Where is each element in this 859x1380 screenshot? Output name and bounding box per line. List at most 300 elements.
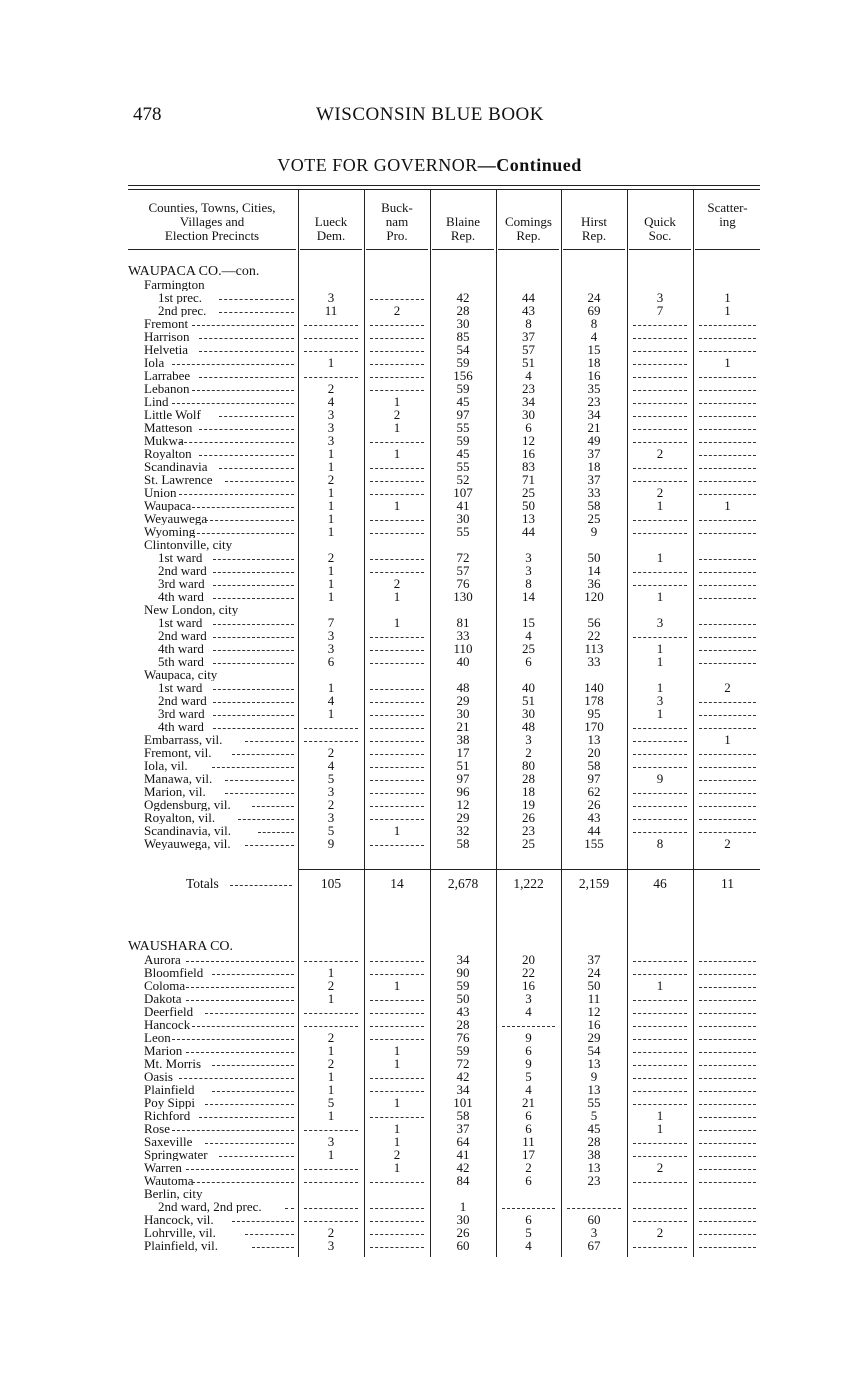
vote-count: 1 <box>327 589 335 604</box>
column-header-line: Election Precincts <box>164 228 260 243</box>
column-header-rule <box>695 249 760 250</box>
empty-cell-dash <box>304 351 358 352</box>
vote-count: 1 <box>393 823 401 838</box>
empty-cell-dash <box>633 377 687 378</box>
vote-count: 3 <box>327 407 335 422</box>
vote-count: 1 <box>393 589 401 604</box>
empty-cell-dash <box>633 1078 687 1079</box>
empty-cell-dash <box>699 468 756 469</box>
vote-count: 156 <box>453 368 473 383</box>
empty-cell-dash <box>699 974 756 975</box>
table-row <box>128 629 760 642</box>
table-row <box>128 317 760 330</box>
table-row <box>128 408 760 421</box>
vote-count: 1 <box>656 706 664 721</box>
precinct-name: 4th ward <box>158 642 204 655</box>
vote-count: 1 <box>393 1121 401 1136</box>
empty-cell-dash <box>370 793 424 794</box>
vote-count: 60 <box>587 1212 601 1227</box>
vote-count: 33 <box>587 654 601 669</box>
leader-dots <box>179 494 294 495</box>
vote-count: 40 <box>456 654 470 669</box>
vote-count: 3 <box>327 784 335 799</box>
vote-count: 30 <box>522 706 535 721</box>
vote-count: 85 <box>456 329 470 344</box>
vote-count: 13 <box>587 1082 601 1097</box>
empty-cell-dash <box>370 1039 424 1040</box>
empty-cell-dash <box>304 1208 358 1209</box>
table-row <box>128 512 760 525</box>
vote-count: 2 <box>327 1056 335 1071</box>
column-header-line <box>629 201 691 215</box>
precinct-name: 3rd ward <box>158 707 205 720</box>
column-header-line: Lueck <box>314 214 348 229</box>
vote-count: 1 <box>656 498 664 513</box>
empty-cell-dash <box>304 338 358 339</box>
empty-cell-dash <box>304 1182 358 1183</box>
column-header-line <box>432 201 494 215</box>
leader-dots <box>199 455 294 456</box>
empty-cell-dash <box>633 351 687 352</box>
leader-dots <box>213 702 294 703</box>
vote-count: 3 <box>525 991 532 1006</box>
vote-count: 40 <box>522 680 535 695</box>
vote-count: 24 <box>587 965 601 980</box>
vote-count: 6 <box>525 1173 532 1188</box>
vote-count: 9 <box>525 1030 532 1045</box>
column-header-rule <box>629 249 691 250</box>
leader-dots <box>213 624 294 625</box>
column-header <box>300 201 362 243</box>
table-row <box>128 707 760 720</box>
precinct-name: Mukwa <box>144 434 184 447</box>
vote-count: 33 <box>456 628 470 643</box>
empty-cell-dash <box>370 715 424 716</box>
empty-cell-dash <box>304 325 358 326</box>
empty-cell-dash <box>633 325 687 326</box>
vote-count: 113 <box>584 641 604 656</box>
vote-count: 59 <box>456 381 470 396</box>
vote-count: 55 <box>456 524 470 539</box>
column-header-line: Quick <box>644 214 676 229</box>
empty-cell-dash <box>370 780 424 781</box>
vote-count: 1 <box>327 511 335 526</box>
county-name: WAUSHARA CO. <box>128 940 234 953</box>
table-row <box>128 953 760 966</box>
table-row <box>128 668 760 681</box>
precinct-name: 1st ward <box>158 681 203 694</box>
column-header-line <box>300 201 362 215</box>
table-row <box>128 1174 760 1187</box>
precinct-name: Little Wolf <box>144 408 201 421</box>
table-top-rule-2 <box>128 189 760 190</box>
empty-cell-dash <box>370 728 424 729</box>
precinct-name: Union <box>144 486 177 499</box>
vote-count: 80 <box>522 758 535 773</box>
empty-cell-dash <box>699 663 756 664</box>
vote-count: 55 <box>456 420 470 435</box>
vote-count: 18 <box>587 355 601 370</box>
leader-dots <box>186 1000 294 1001</box>
vote-count: 1 <box>724 498 731 513</box>
precinct-name: Helvetia <box>144 343 189 356</box>
vote-count: 64 <box>456 1134 470 1149</box>
leader-dots <box>199 429 294 430</box>
empty-cell-dash <box>370 299 424 300</box>
precinct-name: Wyoming <box>144 525 196 538</box>
table-row <box>128 811 760 824</box>
book-title: WISCONSIN BLUE BOOK <box>316 104 544 125</box>
empty-cell-dash <box>699 559 756 560</box>
empty-cell-dash <box>370 494 424 495</box>
empty-cell-dash <box>304 1169 358 1170</box>
leader-dots <box>213 728 294 729</box>
empty-cell-dash <box>633 572 687 573</box>
table-row <box>128 395 760 408</box>
vote-count: 42 <box>456 1160 470 1175</box>
vote-count: 48 <box>522 719 535 734</box>
vote-count: 5 <box>590 1108 598 1123</box>
empty-cell-dash <box>633 637 687 638</box>
vote-count: 1 <box>393 1056 401 1071</box>
empty-cell-dash <box>699 702 756 703</box>
table-row <box>128 356 760 369</box>
vote-count: 30 <box>456 316 470 331</box>
vote-count: 43 <box>522 303 535 318</box>
leader-dots <box>179 442 294 443</box>
empty-cell-dash <box>633 468 687 469</box>
vote-count: 1 <box>327 485 335 500</box>
vote-count: 6 <box>327 654 335 669</box>
county-heading <box>128 265 760 278</box>
vote-count: 23 <box>522 381 535 396</box>
column-header-line: nam <box>385 214 409 229</box>
totals-row <box>128 877 760 890</box>
precinct-name: 4th ward <box>158 590 204 603</box>
vote-count: 2 <box>327 1030 335 1045</box>
table-row <box>128 343 760 356</box>
precinct-name: 4th ward <box>158 720 204 733</box>
vote-count: 25 <box>587 511 601 526</box>
table-row <box>128 720 760 733</box>
vote-count: 44 <box>522 524 535 539</box>
vote-count: 37 <box>522 329 535 344</box>
vote-count: 1 <box>327 706 335 721</box>
county-name: WAUPACA CO.—con. <box>128 265 260 278</box>
leader-dots <box>186 1052 294 1053</box>
column-header <box>128 201 296 243</box>
empty-cell-dash <box>699 1091 756 1092</box>
empty-cell-dash <box>633 1208 687 1209</box>
precinct-name: Lind <box>144 395 169 408</box>
empty-cell-dash <box>699 650 756 651</box>
vote-count: 1 <box>327 498 335 513</box>
empty-cell-dash <box>370 1000 424 1001</box>
vote-count: 6 <box>525 1043 532 1058</box>
vote-count: 36 <box>587 576 601 591</box>
vote-count: 13 <box>522 511 535 526</box>
table-row <box>128 538 760 551</box>
empty-cell-dash <box>370 1078 424 1079</box>
leader-dots <box>192 507 294 508</box>
vote-count: 55 <box>456 459 470 474</box>
empty-cell-dash <box>370 481 424 482</box>
table-row <box>128 1096 760 1109</box>
precinct-name: Marion, vil. <box>144 785 206 798</box>
empty-cell-dash <box>699 624 756 625</box>
table-row <box>128 447 760 460</box>
vote-count: 130 <box>453 589 473 604</box>
leader-dots <box>225 780 294 781</box>
vote-count: 25 <box>522 485 535 500</box>
vote-count: 1 <box>393 498 401 513</box>
precinct-name: Iola <box>144 356 165 369</box>
empty-cell-dash <box>370 845 424 846</box>
table-row <box>128 1018 760 1031</box>
vote-count: 16 <box>587 368 601 383</box>
empty-cell-dash <box>370 1247 424 1248</box>
precinct-name: Scandinavia, vil. <box>144 824 232 837</box>
vote-count: 2 <box>327 745 335 760</box>
leader-dots <box>172 1130 294 1131</box>
vote-count: 7 <box>327 615 335 630</box>
empty-cell-dash <box>699 1078 756 1079</box>
leader-dots <box>213 598 294 599</box>
vote-count: 2 <box>525 1160 532 1175</box>
precinct-name: Wautoma <box>144 1174 194 1187</box>
vote-count: 1 <box>656 641 664 656</box>
leader-dots <box>199 351 294 352</box>
column-header <box>695 201 760 243</box>
vote-count: 6 <box>525 1121 532 1136</box>
vote-count: 1 <box>327 965 335 980</box>
table-row <box>128 616 760 629</box>
empty-cell-dash <box>304 1026 358 1027</box>
vote-count: 1 <box>393 615 401 630</box>
vote-count: 1 <box>393 1134 401 1149</box>
table-title <box>0 155 859 176</box>
empty-cell-dash <box>699 806 756 807</box>
vote-count: 81 <box>456 615 470 630</box>
empty-cell-dash <box>699 1039 756 1040</box>
vote-count: 1 <box>327 524 335 539</box>
empty-cell-dash <box>633 1091 687 1092</box>
leader-dots <box>219 1156 294 1157</box>
vote-count: 3 <box>525 563 532 578</box>
vote-count: 2 <box>724 680 731 695</box>
vote-count: 38 <box>456 732 470 747</box>
empty-cell-dash <box>633 429 687 430</box>
vote-count: 3 <box>656 615 664 630</box>
vote-count: 1 <box>724 732 731 747</box>
empty-cell-dash <box>370 442 424 443</box>
empty-cell-dash <box>370 338 424 339</box>
leader-dots <box>192 390 294 391</box>
leader-dots <box>225 481 294 482</box>
vote-count: 1 <box>393 1160 401 1175</box>
precinct-name: 1st ward <box>158 551 203 564</box>
vote-count: 4 <box>327 693 335 708</box>
precinct-name: Fremont, vil. <box>144 746 212 759</box>
table-top-rule <box>128 185 760 186</box>
vote-count: 57 <box>456 563 470 578</box>
vote-count: 3 <box>656 290 664 305</box>
empty-cell-dash <box>699 416 756 417</box>
vote-count: 67 <box>587 1238 601 1253</box>
table-row <box>128 979 760 992</box>
vote-count: 1 <box>656 680 664 695</box>
table-row <box>128 655 760 668</box>
vote-count: 1 <box>656 978 664 993</box>
vote-count: 6 <box>525 1108 532 1123</box>
empty-cell-dash <box>633 533 687 534</box>
vote-count: 1 <box>724 303 731 318</box>
empty-cell-dash <box>633 585 687 586</box>
vote-count: 29 <box>587 1030 601 1045</box>
leader-dots <box>205 520 294 521</box>
vote-count: 2 <box>327 978 335 993</box>
leader-dots <box>199 377 294 378</box>
table-row <box>128 369 760 382</box>
precinct-name: Ogdensburg, vil. <box>144 798 231 811</box>
vote-count: 1 <box>393 1043 401 1058</box>
vote-count: 51 <box>522 355 535 370</box>
leader-dots <box>205 1013 294 1014</box>
vote-count: 6 <box>525 420 532 435</box>
leader-dots <box>219 312 294 313</box>
vote-count: 1 <box>393 446 401 461</box>
vote-count: 16 <box>587 1017 601 1032</box>
empty-cell-dash <box>370 325 424 326</box>
vote-count: 1 <box>327 680 335 695</box>
vote-count: 76 <box>456 576 470 591</box>
vote-count: 1 <box>327 576 335 591</box>
empty-cell-dash <box>370 1208 424 1209</box>
empty-cell-dash <box>699 1065 756 1066</box>
vote-count: 1 <box>656 550 664 565</box>
precinct-name: Bloomfield <box>144 966 204 979</box>
vote-count: 12 <box>456 797 470 812</box>
vote-count: 28 <box>522 771 535 786</box>
vote-count: 30 <box>456 1212 470 1227</box>
vote-count: 4 <box>525 1238 532 1253</box>
table-row <box>128 694 760 707</box>
empty-cell-dash <box>633 754 687 755</box>
empty-cell-dash <box>370 390 424 391</box>
vote-count: 9 <box>656 771 664 786</box>
table-row <box>128 551 760 564</box>
empty-cell-dash <box>633 832 687 833</box>
leader-dots <box>172 1039 294 1040</box>
vote-count: 37 <box>587 472 601 487</box>
precinct-name: Waupaca, city <box>144 668 218 681</box>
empty-cell-dash <box>304 1221 358 1222</box>
vote-count: 110 <box>453 641 473 656</box>
precinct-name: Harrison <box>144 330 190 343</box>
vote-count: 69 <box>587 303 601 318</box>
precinct-name: Richford <box>144 1109 191 1122</box>
vote-count: 11 <box>587 991 601 1006</box>
precinct-name: Dakota <box>144 992 182 1005</box>
vote-count: 1 <box>393 420 401 435</box>
empty-cell-dash <box>633 1156 687 1157</box>
precinct-name: Scandinavia <box>144 460 208 473</box>
vote-count: 29 <box>456 693 470 708</box>
vote-count: 37 <box>456 1121 470 1136</box>
vote-count: 24 <box>587 290 601 305</box>
vote-count: 62 <box>587 784 601 799</box>
precinct-name: Plainfield, vil. <box>144 1239 219 1252</box>
vote-count: 16 <box>522 978 535 993</box>
leader-dots <box>219 416 294 417</box>
vote-count: 21 <box>456 719 470 734</box>
vote-count: 13 <box>587 1056 601 1071</box>
empty-cell-dash <box>633 1039 687 1040</box>
table-row <box>128 772 760 785</box>
empty-cell-dash <box>699 819 756 820</box>
vote-count: 23 <box>522 823 535 838</box>
table-row <box>128 1031 760 1044</box>
vote-table <box>128 185 760 1257</box>
empty-cell-dash <box>699 481 756 482</box>
table-row <box>128 681 760 694</box>
precinct-name: 2nd ward <box>158 694 207 707</box>
column-header-rule <box>366 249 428 250</box>
empty-cell-dash <box>370 559 424 560</box>
total-count: 11 <box>721 876 734 891</box>
column-header-line: Soc. <box>648 228 672 243</box>
precinct-name: Larrabee <box>144 369 191 382</box>
vote-count: 43 <box>456 1004 470 1019</box>
empty-cell-dash <box>370 961 424 962</box>
vote-count: 3 <box>590 1225 598 1240</box>
empty-cell-dash <box>699 390 756 391</box>
empty-cell-dash <box>699 780 756 781</box>
empty-cell-dash <box>699 728 756 729</box>
total-count: 14 <box>390 876 404 891</box>
totals-rule <box>298 869 760 870</box>
county-heading <box>128 940 760 953</box>
vote-count: 50 <box>587 550 601 565</box>
empty-cell-dash <box>633 1065 687 1066</box>
vote-count: 52 <box>456 472 470 487</box>
vote-count: 15 <box>522 615 535 630</box>
empty-cell-dash <box>502 1026 555 1027</box>
vote-count: 76 <box>456 1030 470 1045</box>
empty-cell-dash <box>633 481 687 482</box>
totals-label: Totals <box>186 877 219 890</box>
vote-count: 4 <box>327 394 335 409</box>
empty-cell-dash <box>304 961 358 962</box>
vote-count: 5 <box>327 771 335 786</box>
vote-count: 3 <box>327 290 335 305</box>
precinct-name: 2nd prec. <box>158 304 207 317</box>
leader-dots <box>213 689 294 690</box>
vote-count: 1 <box>656 654 664 669</box>
vote-count: 26 <box>456 1225 470 1240</box>
precinct-name: Deerfield <box>144 1005 194 1018</box>
precinct-name: 5th ward <box>158 655 204 668</box>
vote-count: 83 <box>522 459 535 474</box>
vote-count: 23 <box>587 1173 601 1188</box>
vote-count: 13 <box>587 732 601 747</box>
vote-count: 44 <box>522 290 535 305</box>
vote-count: 1 <box>327 563 335 578</box>
empty-cell-dash <box>699 1117 756 1118</box>
table-row <box>128 1213 760 1226</box>
empty-cell-dash <box>633 819 687 820</box>
empty-cell-dash <box>633 961 687 962</box>
